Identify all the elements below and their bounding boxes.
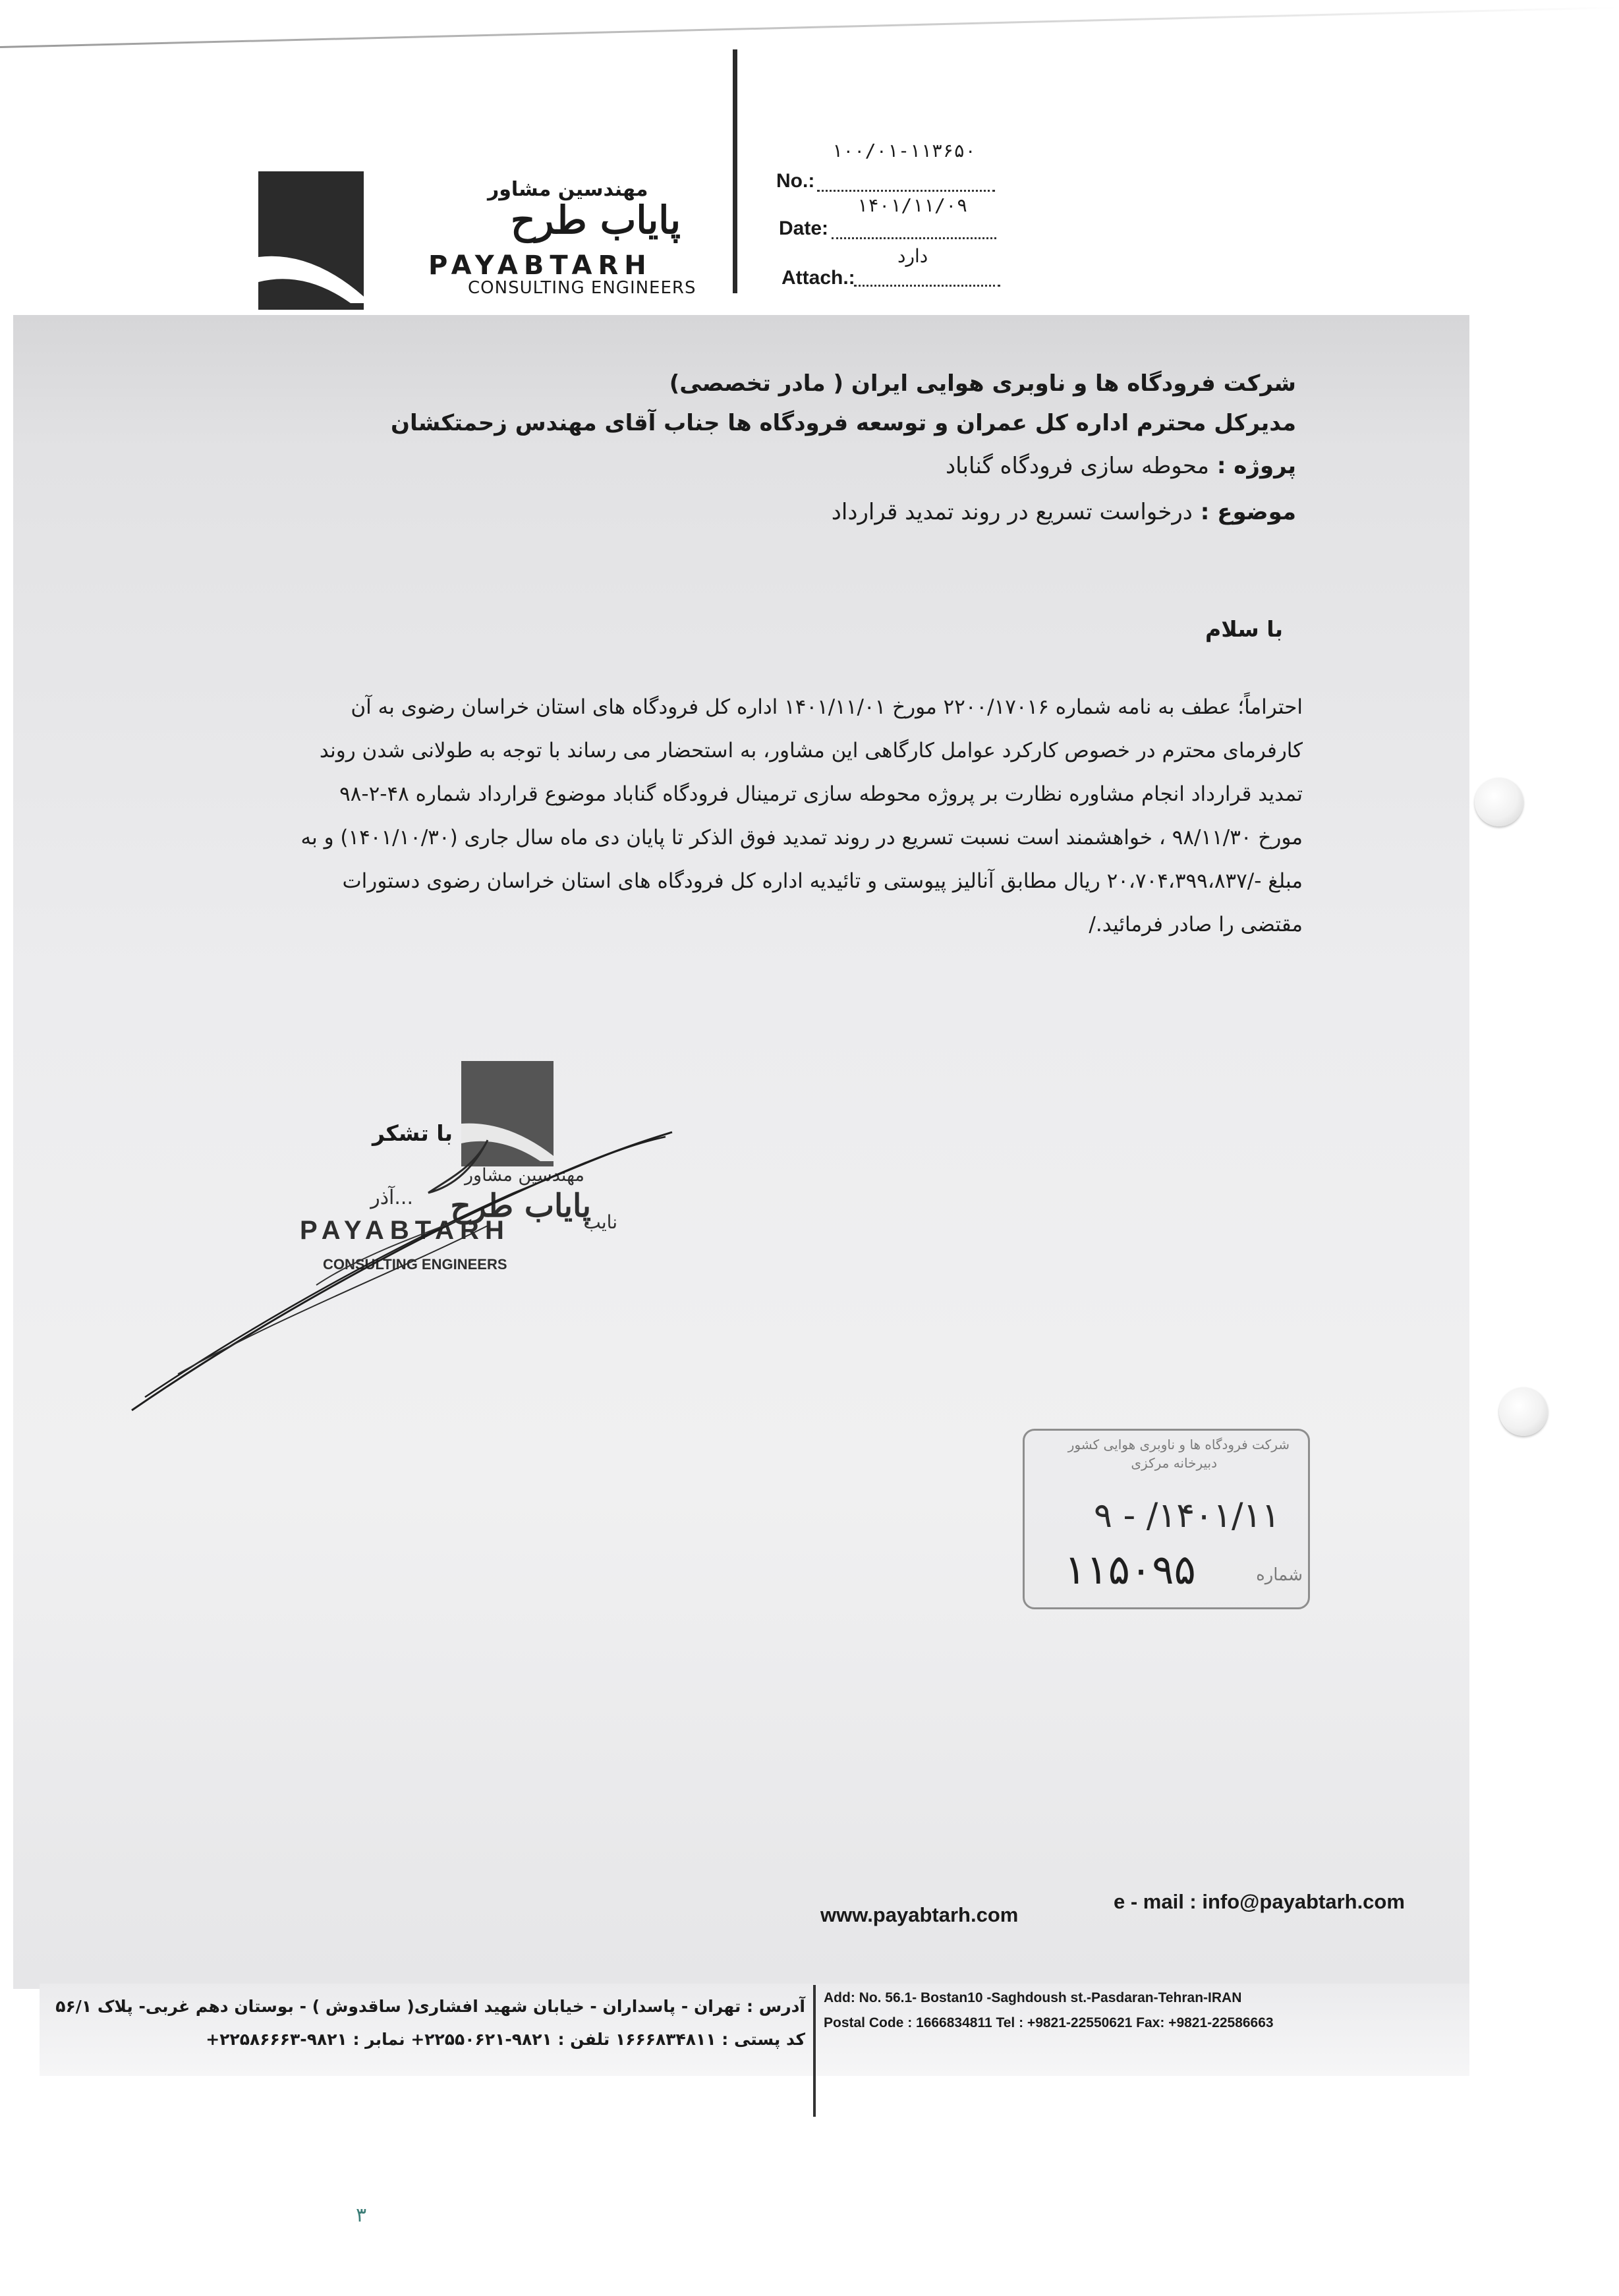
letter-number-dots — [817, 190, 995, 192]
company-name-fa-small: مهندسین مشاور — [488, 178, 648, 201]
letter-number-label: No.: — [776, 170, 815, 192]
reg-stamp-number: ۱۱۵۰۹۵ — [1064, 1545, 1196, 1593]
stamp-subtitle-en: CONSULTING ENGINEERS — [323, 1256, 507, 1273]
body-line-6: مقتضی را صادر فرمائید./ — [1089, 913, 1303, 936]
company-logo-icon — [258, 171, 364, 310]
letter-date-dots — [832, 237, 996, 239]
body-line-2: کارفرمای محترم در خصوص کارکرد عوامل کارگاهی این مشاور، به استحضار می رساند با توجه به طولانی شدن روند — [319, 739, 1303, 762]
company-subtitle-en: CONSULTING ENGINEERS — [468, 278, 696, 298]
letter-number-value: ۱۰۰/۰۱-۱۱۳۶۵۰ — [832, 140, 977, 161]
footer-postal-en: Postal Code : 1666834811 Tel : +9821-22550621 Fax: +9821-22586663 — [824, 2015, 1274, 2030]
stamp-name-en: PAYABTARH — [300, 1216, 510, 1245]
signer-title: نایب — [583, 1211, 617, 1233]
punch-hole-icon — [1475, 778, 1523, 826]
page-fold-edge — [0, 7, 1618, 48]
company-name-en: PAYABTARH — [428, 250, 652, 281]
body-line-1: احتراماً؛ عطف به نامه شماره ۲۲۰۰/۱۷۰۱۶ مورخ ۱۴۰۱/۱۱/۰۱ اداره کل فرودگاه های استان خراسان رضوی به آن — [351, 695, 1303, 719]
company-name-fa: پایاب طرح — [511, 198, 681, 243]
project-line — [946, 453, 1296, 479]
body-line-5: مبلغ -/۲۰،۷۰۴،۳۹۹،۸۳۷ ریال مطابق آنالیز پیوستی و تائیدیه اداره کل فرودگاه های استان خراسان رضوی دستورات — [342, 869, 1303, 893]
letter-date-label: Date: — [779, 217, 829, 239]
recipient-company: شرکت فرودگاه ها و ناوبری هوایی ایران ( مادر تخصصی) — [669, 370, 1296, 397]
stamp-name-fa-small: مهندسین مشاور — [465, 1165, 584, 1186]
subject-line — [832, 499, 1296, 525]
punch-hole-icon — [1499, 1387, 1548, 1436]
stamp-name-fa: پایاب طرح — [450, 1188, 591, 1224]
header-divider — [733, 49, 737, 293]
footer-divider — [813, 1985, 816, 2117]
footer-address-fa: آدرس : تهران - پاسداران - خیابان شهید افشاری( ساقدوش ) - بوستان دهم غربی- پلاک ۵۶/۱ — [55, 1997, 805, 2016]
greeting: با سلام — [1205, 616, 1283, 642]
subject-label: موضوع : — [1200, 499, 1296, 525]
attachment-label: Attach.: — [781, 267, 855, 289]
project-value: محوطه سازی فرودگاه گناباد — [946, 453, 1210, 479]
reg-stamp-number-label: شماره — [1256, 1565, 1303, 1585]
body-line-4: مورخ ۹۸/۱۱/۳۰ ، خواهشمند است نسبت تسریع در روند تمدید فوق الذکر تا پایان دی ماه سال جاری (۱۴۰۱/۱۰/۳۰) و به — [300, 826, 1303, 849]
letter-date-value: ۱۴۰۱/۱۱/۰۹ — [857, 194, 968, 216]
reg-stamp-dept: دبیرخانه مرکزی — [1131, 1455, 1217, 1471]
reg-stamp-date: ۱۴۰۱/۱۱/ - ۹ — [1094, 1496, 1280, 1535]
reg-stamp-org: شرکت فرودگاه ها و ناوبری هوایی کشور — [1067, 1437, 1290, 1452]
body-line-3: تمدید قرارداد انجام مشاوره نظارت بر پروژه محوطه سازی ترمینال فرودگاه گناباد موضوع قرارداد شماره ۴۸-۲-۹۸ — [339, 782, 1303, 806]
recipient-title: مدیرکل محترم اداره کل عمران و توسعه فرودگاه ها جناب آقای مهندس زحمتکشان — [390, 410, 1296, 436]
attachment-dots — [854, 285, 1000, 287]
handwritten-signature-icon — [119, 1120, 698, 1423]
signer-name: ...آذر — [370, 1186, 413, 1209]
closing-text: با تشکر — [372, 1120, 453, 1146]
page-number: ۳ — [356, 2204, 367, 2227]
footer-website: www.payabtarh.com — [820, 1903, 1019, 1926]
footer-address-en: Add: No. 56.1- Bostan10 -Saghdoush st.-Pasdaran-Tehran-IRAN — [824, 1990, 1242, 2005]
footer-email: e - mail : info@payabtarh.com — [1114, 1890, 1405, 1913]
attachment-value: دارد — [897, 245, 928, 267]
footer-postal-fa: کد پستی : ۱۶۶۶۸۳۴۸۱۱ تلفن : ۹۸۲۱-۲۲۵۵۰۶۲۱+ نمابر : ۹۸۲۱-۲۲۵۸۶۶۶۳+ — [206, 2030, 805, 2049]
project-label: پروژه : — [1216, 453, 1296, 479]
subject-value: درخواست تسریع در روند تمدید قرارداد — [831, 499, 1193, 525]
